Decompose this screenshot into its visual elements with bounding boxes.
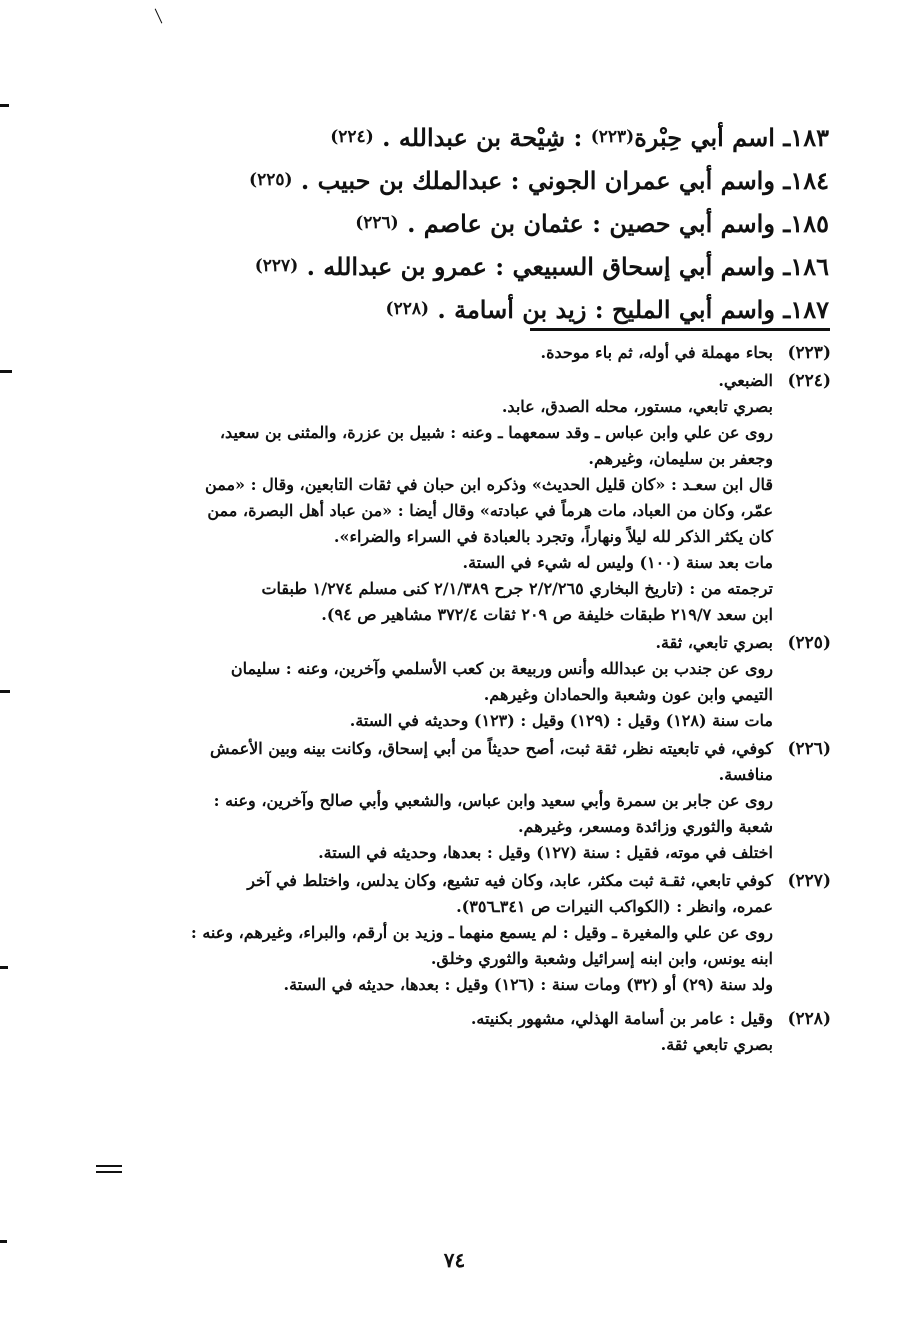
footnote-line: كان يكثر الذكر لله ليلاً ونهاراً، وتجرد بالعبادة في السراء والضراء». (333, 527, 773, 546)
footnote-line: وجعفر بن سليمان، وغيرهم. (588, 449, 773, 468)
entry-text: واسم أبي حصين : عثمان بن عاصم . (407, 209, 775, 238)
entry-text: : شِيْحة بن عبدالله . (382, 123, 583, 152)
footnote-number: (٢٢٨) (787, 1009, 831, 1029)
footnote-line: ابن سعد ٢١٩/٧ طبقات خليفة ص ٢٠٩ ثقات ٣٧٢/٤ مشاهير ص ٩٤). (321, 605, 773, 624)
footnote-number: (٢٢٣) (787, 343, 831, 363)
page-number: ٧٤ (443, 1248, 466, 1272)
footnote-line: كوفي، في تابعيته نظر، ثقة ثبت، أصح حديثاً من أبي إسحاق، وكانت بينه وبين الأعمش (209, 739, 773, 758)
entry-number: ١٨٦ـ (783, 252, 829, 281)
footnote-body (131, 1006, 773, 1058)
footnote-body (131, 340, 773, 366)
entry-number: ١٨٣ـ (783, 123, 829, 152)
footnote-ref: (٢٢٦) (355, 213, 399, 233)
footnote-line: كوفي تابعي، ثقـة ثبت مكثر، عابد، وكان فيه تشيع، وكان يدلس، واختلط في آخر (247, 871, 773, 890)
entry-text: واسم أبي إسحاق السبيعي : عمرو بن عبدالله . (306, 252, 775, 281)
entry-text: واسم أبي المليح : زيد بن أسامة . (437, 295, 775, 324)
footnote-line: اختلف في موته، فقيل : سنة (١٢٧) وقيل : بعدها، وحديثه في الستة. (318, 843, 773, 862)
footnote-line: بحاء مهملة في أوله، ثم باء موحدة. (540, 343, 773, 362)
entry-187 (229, 288, 829, 331)
footnote-line: روى عن جندب بن عبدالله وأنس وربيعة بن كعب الأسلمي وآخرين، وعنه : سليمان (230, 659, 773, 678)
footnote-224 (131, 368, 831, 628)
footnote-number: (٢٢٦) (787, 739, 831, 759)
footnote-line: مات بعد سنة (١٠٠) وليس له شيء في الستة. (462, 553, 773, 572)
footnote-ref: (٢٢٤) (330, 127, 374, 147)
footnote-ref: (٢٢٧) (254, 256, 299, 276)
spacer (131, 998, 831, 1006)
footnote-line: التيمي وابن عون وشعبة والحمادان وغيرهم. (483, 685, 773, 704)
footnote-body (131, 630, 773, 734)
scan-mark (0, 1240, 7, 1243)
entry-185 (229, 202, 829, 245)
footnote-number: (٢٢٧) (787, 871, 831, 891)
footnote-body (131, 868, 773, 998)
footnote-228 (131, 1006, 831, 1058)
footnote-line: روى عن علي وابن عباس ـ وقد سمعهما ـ وعنه : شبيل بن عزرة، والمثنى بن سعيد، (219, 423, 773, 442)
footnote-line: عمره، وانظر : (الكواكب النيرات ص ٣٤١ـ٣٥٦). (456, 897, 773, 916)
entry-184 (229, 159, 829, 202)
footnote-line: ولد سنة (٢٩) أو (٣٢) ومات سنة : (١٢٦) وقيل : بعدها، حديثه في الستة. (283, 975, 773, 994)
footnote-line: قال ابن سعـد : «كان قليل الحديث» وذكره ابن حبان في ثقات التابعين، وقال : «ممن (205, 475, 773, 494)
footnote-line: بصري تابعي، ثقة. (655, 633, 773, 652)
scan-mark (0, 370, 12, 373)
footnote-number: (٢٢٤) (787, 371, 831, 391)
scan-mark (0, 966, 8, 969)
footnote-body (131, 736, 773, 866)
footnote-226 (131, 736, 831, 866)
footnote-line: منافسة. (718, 765, 773, 784)
footnotes (131, 340, 831, 1058)
footnote-line: روى عن جابر بن سمرة وأبي سعيد وابن عباس، والشعبي وأبي صالح وآخرين، وعنه : (213, 791, 773, 810)
footnote-223 (131, 340, 831, 366)
entry-number: ١٨٧ـ (783, 295, 829, 324)
footnote-line: وقيل : عامر بن أسامة الهذلي، مشهور بكنيته. (470, 1009, 773, 1028)
entry-number: ١٨٤ـ (783, 166, 829, 195)
footnote-line: بصري تابعي، مستور، محله الصدق، عابد. (501, 397, 773, 416)
main-entries (229, 116, 829, 331)
footnote-ref: (٢٢٣) (590, 127, 635, 147)
footnote-line: مات سنة (١٢٨) وقيل : (١٢٩) وقيل : (١٢٣) وحديثه في الستة. (349, 711, 773, 730)
footnote-ref: (٢٢٥) (249, 170, 293, 190)
footnote-225 (131, 630, 831, 734)
entry-number: ١٨٥ـ (783, 209, 829, 238)
footnote-line: عمّر، وكان من العباد، مات هرماً في عبادته» وقال أيضا : «من عباد أهل البصرة، ممن (207, 501, 773, 520)
footnote-body (131, 368, 773, 628)
margin-equal-mark (96, 1165, 122, 1173)
footnote-ref: (٢٢٨) (385, 299, 430, 319)
entry-186 (229, 245, 829, 288)
footnote-line: ابنه يونس، وابن ابنه إسرائيل وشعبة والثوري وخلق. (430, 949, 773, 968)
footnote-line: الضبعي. (718, 371, 773, 390)
scan-mark (155, 9, 163, 24)
entry-text: واسم أبي عمران الجوني : عبدالملك بن حبيب . (300, 166, 775, 195)
entry-text: اسم أبي حِبْرة (634, 123, 775, 152)
footnote-line: بصري تابعي ثقة. (660, 1035, 773, 1054)
scan-mark (0, 104, 9, 107)
footnote-divider (530, 328, 830, 331)
footnote-line: ترجمته من : (تاريخ البخاري ٢/٢/٢٦٥ جرح ٢/١/٣٨٩ كنى مسلم ١/٢٧٤ طبقات (261, 579, 773, 598)
footnote-227 (131, 868, 831, 998)
entry-183 (229, 116, 829, 159)
scan-mark (0, 690, 10, 693)
footnote-line: روى عن علي والمغيرة ـ وقيل : لم يسمع منهما ـ وزيد بن أرقم، والبراء، وغيرهم، وعنه : (190, 923, 773, 942)
footnote-number: (٢٢٥) (787, 633, 831, 653)
footnote-line: شعبة والثوري وزائدة ومسعر، وغيرهم. (517, 817, 773, 836)
